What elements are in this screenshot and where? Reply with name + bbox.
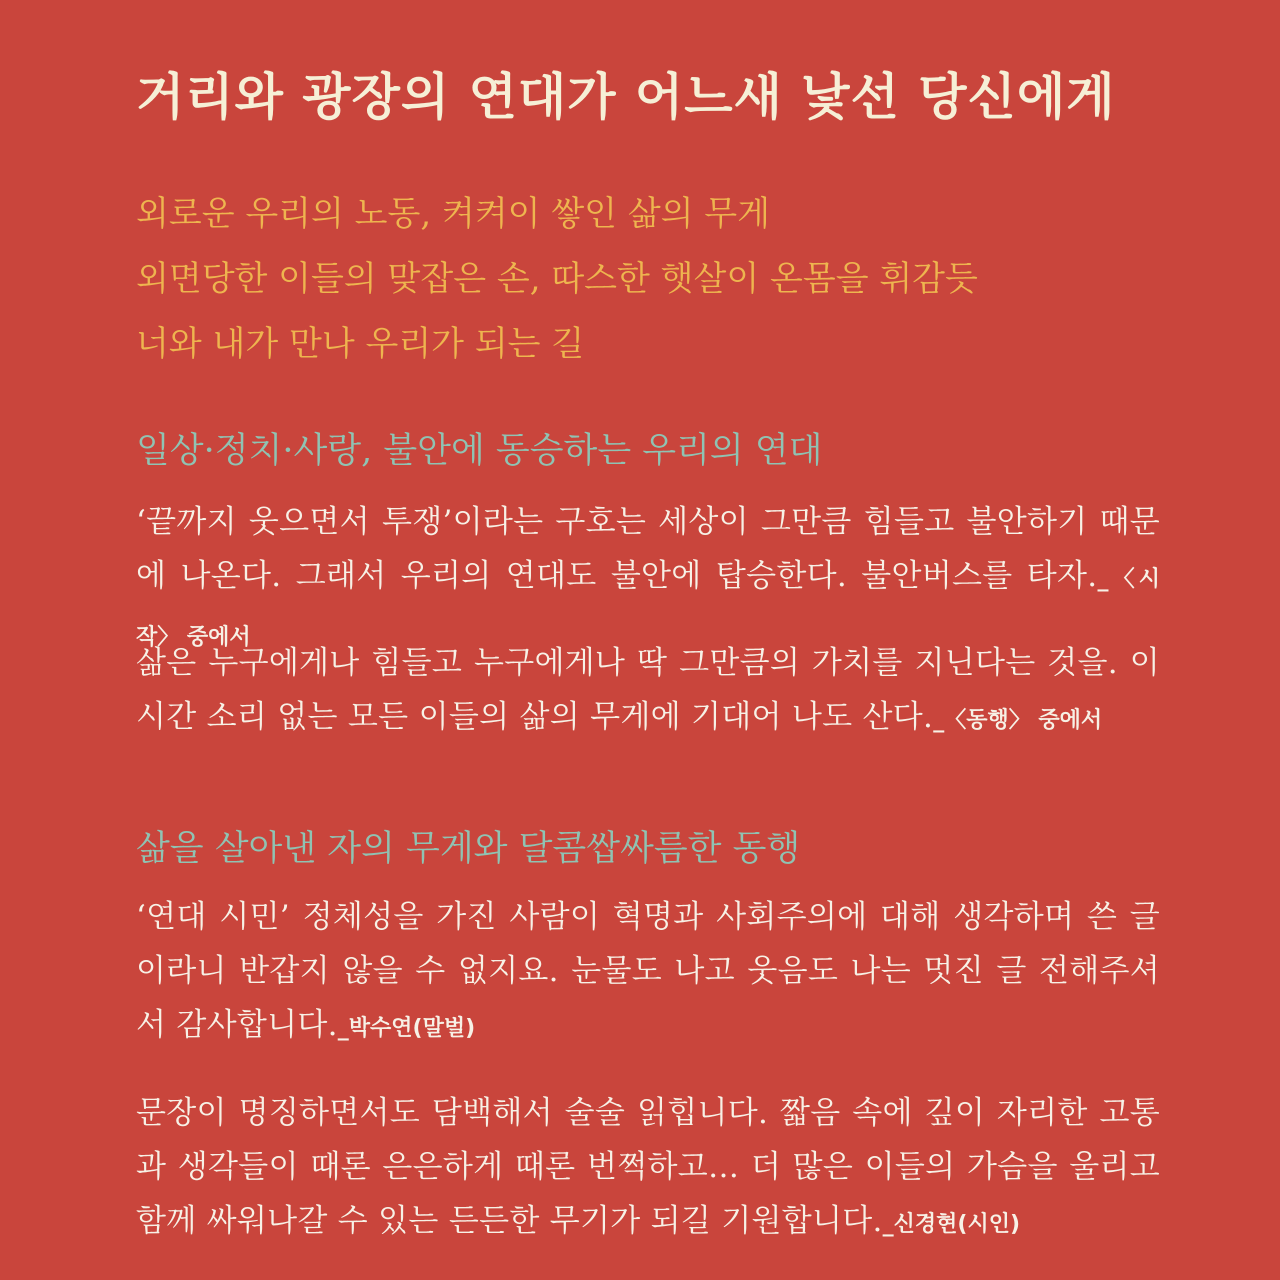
review-shin — [136, 1086, 1160, 1252]
excerpt-text: 삶은 누구에게나 힘들고 누구에게나 딱 그만큼의 가치를 지닌다는 것을. 이 시간 소리 없는 모든 이들의 삶의 무게에 기대어 나도 산다. — [136, 645, 1160, 735]
section-heading-reviews: 삶을 살아낸 자의 무게와 달콤쌉싸름한 동행 — [136, 829, 801, 869]
excerpt-source: _〈시작〉 중에서 — [136, 567, 1160, 650]
page-title: 거리와 광장의 연대가 어느새 낯선 당신에게 — [136, 68, 1116, 126]
review-author: _박수연(말벌) — [337, 1016, 476, 1041]
poem-line: 외면당한 이들의 맞잡은 손, 따스한 햇살이 온몸을 휘감듯 — [136, 259, 978, 299]
excerpt-companion — [136, 636, 1160, 748]
poem-line: 외로운 우리의 노동, 켜켜이 쌓인 삶의 무게 — [136, 194, 770, 234]
review-text: ‘연대 시민’ 정체성을 가진 사람이 혁명과 사회주의에 대해 생각하며 쓴 글이라니 반갑지 않을 수 없지요. 눈물도 나고 웃음도 나는 멋진 글 전해주셔서 감사합니다. — [136, 899, 1160, 1043]
excerpt-source: _〈동행〉 중에서 — [933, 708, 1103, 733]
review-park — [136, 890, 1160, 1056]
excerpt-text: ‘끝까지 웃으면서 투쟁’이라는 구호는 세상이 그만큼 힘들고 불안하기 때문에 나온다. 그래서 우리의 연대도 불안에 탑승한다. 불안버스를 타자. — [136, 504, 1160, 594]
section-heading-solidarity: 일상·정치·사랑, 불안에 동승하는 우리의 연대 — [136, 431, 823, 471]
review-text: 문장이 명징하면서도 담백해서 술술 읽힙니다. 짧음 속에 깊이 자리한 고통과 생각들이 때론 은은하게 때론 번쩍하고… 더 많은 이들의 가슴을 울리고 함께 싸워나갈 수 있는 든든한 무기가 되길 기원합니다. — [136, 1095, 1160, 1239]
poem-lines — [136, 182, 978, 377]
review-author: _신경현(시인) — [882, 1212, 1021, 1237]
poem-line: 너와 내가 만나 우리가 되는 길 — [136, 324, 585, 364]
